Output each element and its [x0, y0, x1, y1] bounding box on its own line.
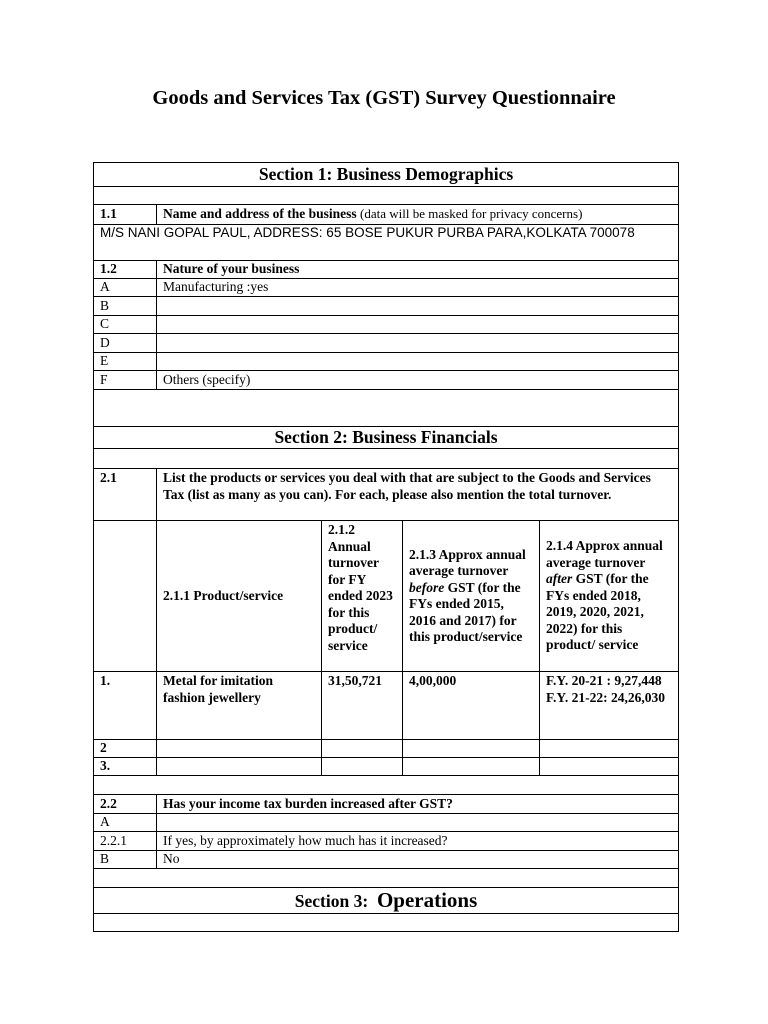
option-key: A — [94, 279, 157, 297]
after-gst-cell — [540, 740, 679, 758]
spacer-row — [94, 187, 679, 205]
option-key: A — [94, 814, 157, 832]
q1-1-number: 1.1 — [94, 205, 157, 225]
col-turnover-2023-header: 2.1.2 Annual turnover for FY ended 2023 for this product/ service — [322, 521, 403, 672]
q2-1-number: 2.1 — [94, 469, 157, 521]
q1-2-label: Nature of your business — [157, 261, 679, 279]
q2-1-row — [94, 469, 679, 521]
col-product-header: 2.1.1 Product/service — [157, 521, 322, 672]
option-key: E — [94, 353, 157, 371]
q2-2-1-row — [94, 832, 679, 851]
product-cell: Metal for imitation fashion jewellery — [157, 672, 322, 740]
before-gst-cell — [403, 740, 540, 758]
spacer-row — [94, 914, 679, 932]
spacer-row — [94, 390, 679, 427]
q2-1-header-row — [94, 521, 679, 672]
row-number: 2 — [94, 740, 157, 758]
q1-1-row — [94, 205, 679, 225]
option-row-b — [94, 297, 679, 316]
section3-heading: Section 3: Operations — [94, 888, 679, 914]
turnover-2023-cell — [322, 758, 403, 776]
q1-2-number: 1.2 — [94, 261, 157, 279]
spacer-row — [94, 776, 679, 795]
section1-heading: Section 1: Business Demographics — [94, 163, 679, 187]
section3-header-row — [94, 888, 679, 914]
option-key: B — [94, 297, 157, 316]
q2-2-1-number: 2.2.1 — [94, 832, 157, 851]
before-gst-cell: 4,00,000 — [403, 672, 540, 740]
option-row-a — [94, 814, 679, 832]
option-key: D — [94, 334, 157, 353]
q1-2-row — [94, 261, 679, 279]
option-text: Manufacturing :yes — [157, 279, 679, 297]
option-text: Others (specify) — [157, 371, 679, 390]
section2-heading: Section 2: Business Financials — [94, 427, 679, 449]
q1-1-label: Name and address of the business — [163, 206, 357, 222]
q2-2-label: Has your income tax burden increased after GST? — [157, 795, 679, 814]
q1-1-question — [157, 205, 679, 225]
option-text — [157, 316, 679, 334]
after-gst-cell: F.Y. 20-21 : 9,27,448 F.Y. 21-22: 24,26,030 — [540, 672, 679, 740]
option-row-e — [94, 353, 679, 371]
spacer-row — [94, 449, 679, 469]
option-text — [157, 814, 679, 832]
table-row — [94, 758, 679, 776]
questionnaire-table — [93, 162, 679, 932]
section2-header-row — [94, 427, 679, 449]
col-after-gst-header: 2.1.4 Approx annual average turnover after GST (for the FYs ended 2018, 2019, 2020, 2021, 2022) for this product/ service — [540, 521, 679, 672]
option-key: B — [94, 851, 157, 869]
section1-header-row — [94, 163, 679, 187]
q2-1-label: List the products or services you deal with that are subject to the Goods and Services Tax (list as many as you can). For each, please also mention the total turnover. — [157, 469, 679, 521]
option-row-d — [94, 334, 679, 353]
option-row-c — [94, 316, 679, 334]
option-key: C — [94, 316, 157, 334]
q1-1-answer: M/S NANI GOPAL PAUL, ADDRESS: 65 BOSE PUKUR PURBA PARA,KOLKATA 700078 — [94, 225, 679, 261]
option-row-a — [94, 279, 679, 297]
table-row — [94, 672, 679, 740]
q1-1-note: (data will be masked for privacy concerns) — [360, 206, 583, 222]
product-cell — [157, 740, 322, 758]
q2-2-number: 2.2 — [94, 795, 157, 814]
option-key: F — [94, 371, 157, 390]
option-text: No — [157, 851, 679, 869]
blank-cell — [94, 521, 157, 672]
option-row-f — [94, 371, 679, 390]
spacer-row — [94, 869, 679, 888]
col-before-gst-header: 2.1.3 Approx annual average turnover before GST (for the FYs ended 2015, 2016 and 2017) for this product/service — [403, 521, 540, 672]
before-gst-cell — [403, 758, 540, 776]
table-row — [94, 740, 679, 758]
turnover-2023-cell — [322, 740, 403, 758]
q2-2-1-label: If yes, by approximately how much has it increased? — [157, 832, 679, 851]
after-gst-cell — [540, 758, 679, 776]
option-text — [157, 353, 679, 371]
row-number: 3. — [94, 758, 157, 776]
row-number: 1. — [94, 672, 157, 740]
option-text — [157, 334, 679, 353]
document-title: Goods and Services Tax (GST) Survey Questionnaire — [152, 87, 616, 109]
option-text — [157, 297, 679, 316]
product-cell — [157, 758, 322, 776]
q2-2-row — [94, 795, 679, 814]
option-row-b — [94, 851, 679, 869]
turnover-2023-cell: 31,50,721 — [322, 672, 403, 740]
q1-1-answer-row — [94, 225, 679, 261]
